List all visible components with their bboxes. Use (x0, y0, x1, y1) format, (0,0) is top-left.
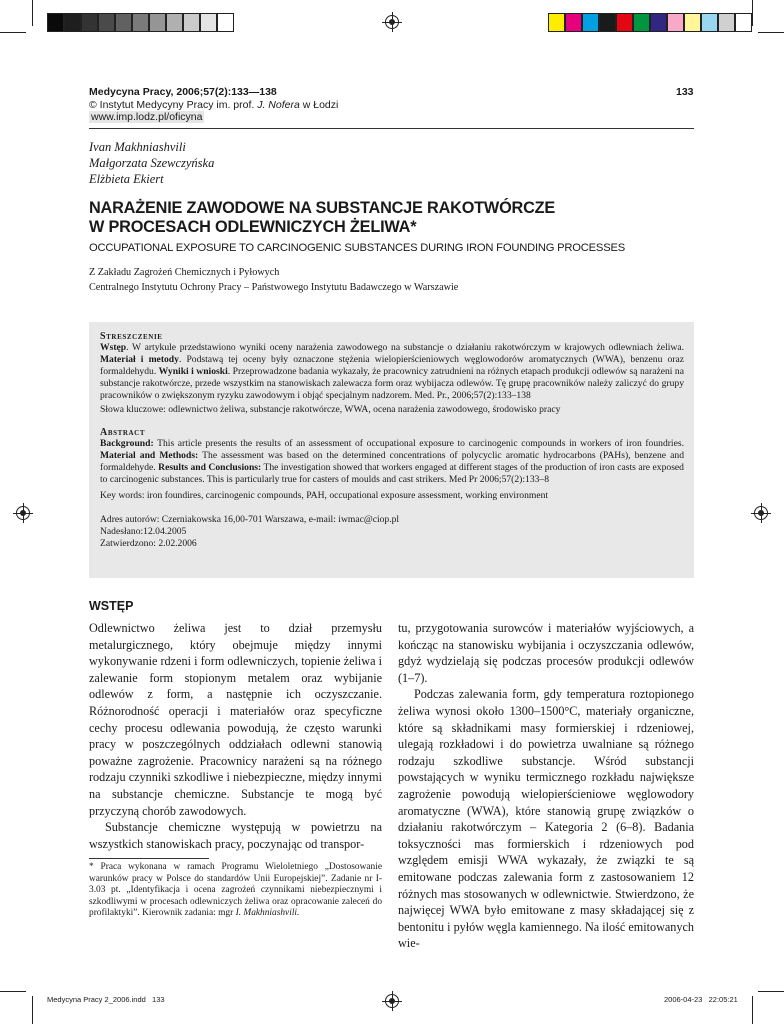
crop-mark-bottom-right-h (758, 991, 784, 992)
copyright-prefix: © Instytut Medycyny Pracy im. prof. (89, 99, 258, 111)
color-swatch (166, 13, 183, 32)
color-swatch (633, 13, 650, 32)
footnote (89, 862, 382, 920)
label-wstep: Wstęp (100, 342, 127, 353)
author-name: Ivan Makhniashvili (89, 140, 186, 154)
crop-mark-top-left-h (0, 32, 26, 33)
label-results: Results and Conclusions: (158, 462, 262, 473)
color-swatch (735, 13, 752, 32)
affiliation-line-2: Centralnego Instytutu Ochrony Pracy – Państwowego Instytutu Badawczego w Warszawie (89, 282, 459, 293)
color-swatch (565, 13, 582, 32)
streszczenie-heading: Streszczenie (100, 331, 163, 342)
text-metody: . Podstawą tej oceny były oznaczone stężenia wielopierścieniowych węglowodorów aromatycznych (WWA), benzenu oraz formaldehydu. (100, 354, 685, 377)
crop-mark-top-right-h (758, 32, 784, 33)
journal-citation: Medycyna Pracy, 2006;57(2):133—138 (89, 86, 277, 98)
crop-mark-bottom-left-h (0, 991, 26, 992)
color-swatch (115, 13, 132, 32)
color-swatch (650, 13, 667, 32)
abstract-text (100, 438, 684, 486)
label-metody: Materiał i metody (100, 354, 179, 365)
text-wstep: . W artykule przedstawiono wyniki oceny narażenia zawodowego na substancje o działaniu rakotwórczym w krajowych odlewniach żeliwa. (126, 342, 684, 353)
grayscale-swatch-bar (47, 13, 234, 32)
color-swatch (217, 13, 234, 32)
copyright-suffix: w Łodzi (299, 99, 339, 111)
text-wyniki: . Przeprowadzone badania wykazały, że pracownicy zatrudnieni na różnych etapach produkcji odlewów są narażeni na substancje rakotwórcze, przede wszystkim na stanowiskach zalewacza form oraz wybijacza odlewów. Tę grupę pracowników należy zaliczyć do grupy pracowników o zwiększonym ryzyku zawodowym i objąć specjalnym nadzorem. Med. Pr., 2006;57(2):133–138 (100, 366, 684, 401)
registration-mark-right (754, 506, 768, 520)
color-swatch-bar (548, 13, 752, 32)
footnote-name: I. Makhniashvili. (235, 908, 300, 918)
streszczenie-block (100, 331, 684, 550)
color-swatch (548, 13, 565, 32)
english-keywords: Key words: iron foundires, carcinogenic compounds, PAH, occupational exposure assessment, working environment (100, 490, 549, 501)
crop-mark-bottom-left-v (32, 996, 33, 1024)
print-slug-timestamp: 2006-04-23 22:05:21 (664, 995, 738, 1004)
print-slug-file: Medycyna Pracy 2_2006.indd 133 (47, 995, 165, 1004)
author-list (89, 139, 214, 187)
paragraph: Podczas zalewania form, gdy temperatura roztopionego żeliwa wynosi około 1300–1500°C, materiały organiczne, które są składnikami masy formierskiej i rdzeniowej, ulegają rozkładowi i do powietrza uwalniane są różnego rodzaju szkodliwe substancje. Wśród substancji powstających w wyniku termicznego rozkładu największe zagrożenie powodują wielopierścieniowe węglowodory aromatyczne (WWA), które stanowią grupę związków o działaniu rakotwórczym – Kategoria 2 (6–8). Badania toksyczności mas formierskich i rdzeniowych pod względem emisji WWA wykazały, że związki te są emitowane podczas zalewania form z zastosowaniem 12 różnych mas stosowanych w odlewnictwie. Stwierdzono, że najwięcej WWA było emitowane z masy składającej się z bentonitu i pyłów węgla kamiennego. Na ilość emitowanych wie- (398, 687, 694, 951)
crop-mark-top-right-v (752, 0, 753, 26)
right-column (398, 620, 694, 952)
author-name: Małgorzata Szewczyńska (89, 156, 215, 170)
left-column (89, 620, 382, 852)
label-background: Background: (100, 438, 154, 449)
color-swatch (183, 13, 200, 32)
color-swatch (684, 13, 701, 32)
copyright-name: J. Nofera (257, 99, 300, 111)
affiliation (89, 265, 458, 295)
approved-date: Zatwierdzono: 2.02.2006 (100, 538, 197, 549)
text-background: This article presents the results of an assessment of occupational exposure to carcinogenic compounds in workers of iron foundries. (153, 438, 684, 449)
footnote-rule (89, 858, 209, 859)
streszczenie-text (100, 342, 684, 402)
paragraph: Substancje chemiczne występują w powietrzu na wszystkich stanowiskach pracy, poczynając od transpor- (89, 820, 382, 851)
color-swatch (98, 13, 115, 32)
english-title: OCCUPATIONAL EXPOSURE TO CARCINOGENIC SUBSTANCES DURING IRON FOUNDING PROCESSES (89, 242, 625, 254)
registration-mark-bottom (385, 994, 399, 1008)
author-address: Adres autorów: Czerniakowska 16,00-701 Warszawa, e-mail: iwmac@ciop.pl (100, 514, 400, 525)
header-rule (89, 128, 694, 129)
color-swatch (701, 13, 718, 32)
color-swatch (599, 13, 616, 32)
website-link[interactable]: www.imp.lodz.pl/oficyna (91, 111, 203, 123)
color-swatch (149, 13, 166, 32)
color-swatch (582, 13, 599, 32)
registration-mark-left (16, 506, 30, 520)
color-swatch (667, 13, 684, 32)
label-wyniki: Wyniki i wnioski (158, 366, 228, 377)
section-heading: WSTĘP (89, 599, 134, 613)
author-name: Elżbieta Ekiert (89, 172, 164, 186)
received-date: Nadesłano:12.04.2005 (100, 526, 187, 537)
polish-keywords: Słowa kluczowe: odlewnictwo żeliwa, substancje rakotwórcze, WWA, ocena narażenia zawodowego, środowisko pracy (100, 404, 561, 415)
abstract-heading: Abstract (100, 427, 146, 438)
page-number: 133 (676, 86, 694, 98)
text-material-methods: The assessment was based on the determined concentrations of polycyclic aromatic hydrocarbons (PAHs), benzene and formaldehyde. (100, 450, 684, 473)
text-results: The investigation showed that workers engaged at different stages of the production of iron casts are exposed to carcinogenic substances. This is particularly true for casters of moulds and cast strikers. Med Pr 2006;57(2):133–8 (100, 462, 684, 485)
color-swatch (718, 13, 735, 32)
color-swatch (200, 13, 217, 32)
title-line-2: W PROCESACH ODLEWNICZYCH ŻELIWA* (89, 218, 417, 236)
color-swatch (47, 13, 64, 32)
color-swatch (616, 13, 633, 32)
color-swatch (132, 13, 149, 32)
registration-mark-top (385, 15, 399, 29)
abstract-box (89, 322, 694, 578)
copyright-line (89, 99, 338, 111)
article-title (89, 199, 555, 237)
contact-info (100, 514, 684, 550)
footnote-text: * Praca wykonana w ramach Programu Wieloletniego „Dostosowanie warunków pracy w Polsce do standardów Unii Europejskiej”. Zadanie nr I-3.03 pt. „Identyfikacja i ocena zagrożeń czynnikami niebezpiecznymi i szkodliwymi w procesach odlewniczych żeliwa oraz opracowanie zaleceń do profilaktyki”. Kierownik zadania: mgr (89, 862, 382, 918)
paragraph: tu, przygotowania surowców i materiałów wyjściowych, a kończąc na stanowisku wybijania i oczyszczania odlewów, gdyż wydzielają się podczas procesów produkcji odlewów (1–7). (398, 621, 694, 685)
color-swatch (81, 13, 98, 32)
paragraph: Odlewnictwo żeliwa jest to dział przemysłu metalurgicznego, który obejmuje między innymi wykonywanie rdzeni i form odlewniczych, topienie żeliwa i zalewanie form stopionym metalem oraz wybijanie odlewów z form, a następnie ich oczyszczanie. Różnorodność operacji i materiałów oraz specyficzne cechy procesu odlewania powodują, że często warunki pracy w poszczególnych oddziałach odlewni stanowią poważne zagrożenie. Pracownicy narażeni są na różnego rodzaju czynniki szkodliwe i niebezpieczne, między innymi na substancje chemiczne. Substancje te mogą być przyczyną chorób zawodowych. (89, 621, 382, 818)
crop-mark-top-left-v (32, 0, 33, 26)
affiliation-line-1: Z Zakładu Zagrożeń Chemicznych i Pyłowych (89, 267, 280, 278)
color-swatch (64, 13, 81, 32)
title-line-1: NARAŻENIE ZAWODOWE NA SUBSTANCJE RAKOTWÓRCZE (89, 199, 556, 217)
label-material-methods: Material and Methods: (100, 450, 199, 461)
crop-mark-bottom-right-v (752, 996, 753, 1024)
